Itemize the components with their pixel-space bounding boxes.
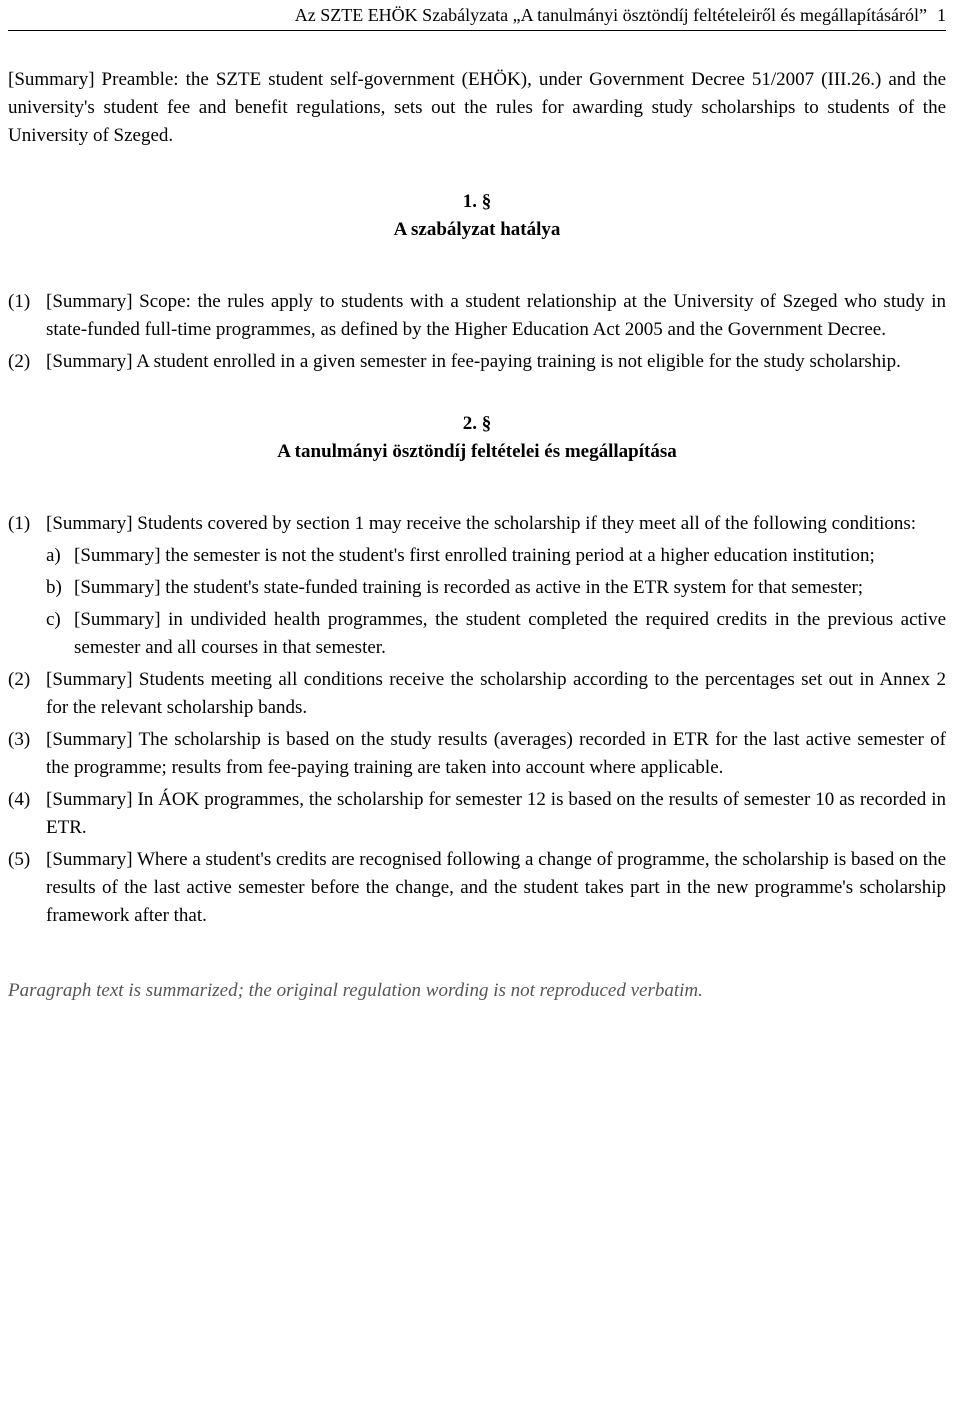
paragraph-number: (2) [8, 669, 31, 690]
list-item-text: [Summary] the semester is not the student's first enrolled training period at a higher education institution; [74, 545, 875, 566]
section-title: A szabályzat hatálya [393, 219, 561, 240]
paragraph-text: [Summary] Students covered by section 1 may receive the scholarship if they meet all of the following conditions: [46, 513, 917, 534]
paragraph-text: [Summary] The scholarship is based on the study results (averages) recorded in ETR for the last active semester of the programme; results from fee-paying training are taken into account where applicable. [46, 729, 946, 778]
paragraph [8, 786, 946, 842]
section-1 [8, 188, 946, 376]
section-2 [8, 410, 946, 930]
list-item-text: [Summary] the student's state-funded training is recorded as active in the ETR system for that semester; [74, 577, 864, 598]
paragraph [8, 846, 946, 930]
section-title: A tanulmányi ösztöndíj feltételei és megállapítása [277, 441, 677, 462]
list-item [46, 606, 946, 662]
paragraph [8, 348, 946, 376]
paragraph-number: (2) [8, 351, 31, 372]
list-item-text: [Summary] in undivided health programmes, the student completed the required credits in the previous active semester and all courses in that semester. [74, 609, 946, 658]
paragraph-text: [Summary] In ÁOK programmes, the scholarship for semester 12 is based on the results of semester 10 as recorded in ETR. [46, 789, 946, 838]
paragraph-number: (1) [8, 291, 31, 312]
list-item [46, 542, 946, 570]
paragraph [8, 288, 946, 344]
preamble: [Summary] Preamble: the SZTE student self-government (EHÖK), under Government Decree 51/2007 (III.26.) and the university's student fee and benefit regulations, sets out the rules for awarding study scholarships to students of the University of Szeged. [8, 69, 946, 146]
list-item-marker: a) [46, 545, 61, 566]
running-header [8, 4, 946, 31]
list-item [46, 574, 946, 602]
list-item-marker: c) [46, 609, 61, 630]
section-number: 1. § [462, 191, 492, 212]
running-title: Az SZTE EHÖK Szabályzata „A tanulmányi ösztöndíj feltételeiről és megállapításáról” [294, 5, 927, 25]
paragraph-number: (4) [8, 789, 31, 810]
paragraph-text: [Summary] Scope: the rules apply to students with a student relationship at the University of Szeged who study in state-funded full-time programmes, as defined by the Higher Education Act 2005 and the Government Decree. [46, 291, 946, 340]
paragraph-number: (1) [8, 513, 31, 534]
list-item-marker: b) [46, 577, 62, 598]
paragraph-text: [Summary] A student enrolled in a given semester in fee-paying training is not eligible for the study scholarship. [46, 351, 901, 372]
paragraph [8, 726, 946, 782]
paragraph [8, 666, 946, 722]
paragraph [8, 510, 946, 538]
paragraph-text: [Summary] Where a student's credits are recognised following a change of programme, the scholarship is based on the results of the last active semester before the change, and the student takes part in the new programme's scholarship framework after that. [46, 849, 947, 926]
paragraph-number: (5) [8, 849, 31, 870]
section-number: 2. § [462, 413, 492, 434]
paragraph-text: [Summary] Students meeting all conditions receive the scholarship according to the percentages set out in Annex 2 for the relevant scholarship bands. [46, 669, 946, 718]
paragraph-number: (3) [8, 729, 31, 750]
document-body [8, 66, 946, 1024]
page-number: 1 [937, 5, 946, 25]
summary-notice: Paragraph text is summarized; the original regulation wording is not reproduced verbatim. [8, 980, 703, 1001]
